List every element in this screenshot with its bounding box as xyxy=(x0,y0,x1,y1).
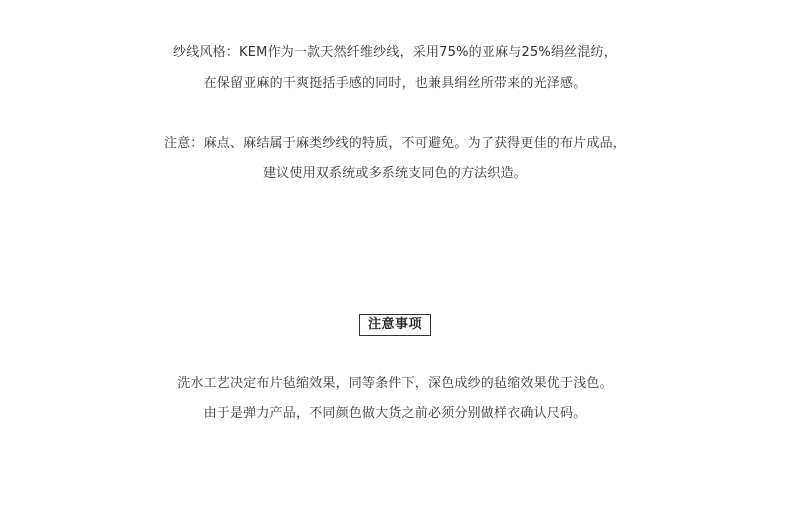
precautions-line-1: 洗水工艺决定布片毡缩效果，同等条件下，深色成纱的毡缩效果优于浅色。 xyxy=(177,376,613,391)
yarn-style-line-1: 纱线风格：KEM作为一款天然纤维纱线，采用75%的亚麻与25%绢丝混纺， xyxy=(173,45,617,60)
precautions-heading-wrap xyxy=(0,313,790,336)
note-line-1: 注意：麻点、麻结属于麻类纱线的特质，不可避免。为了获得更佳的布片成品， xyxy=(163,136,626,151)
precautions-heading: 注意事项 xyxy=(359,314,431,336)
precautions-line-2: 由于是弹力产品，不同颜色做大货之前必须分别做样衣确认尺码。 xyxy=(203,406,587,421)
note-line-2: 建议使用双系统或多系统支同色的方法织造。 xyxy=(262,166,527,181)
yarn-style-line-2: 在保留亚麻的干爽挺括手感的同时，也兼具绢丝所带来的光泽感。 xyxy=(203,76,587,91)
